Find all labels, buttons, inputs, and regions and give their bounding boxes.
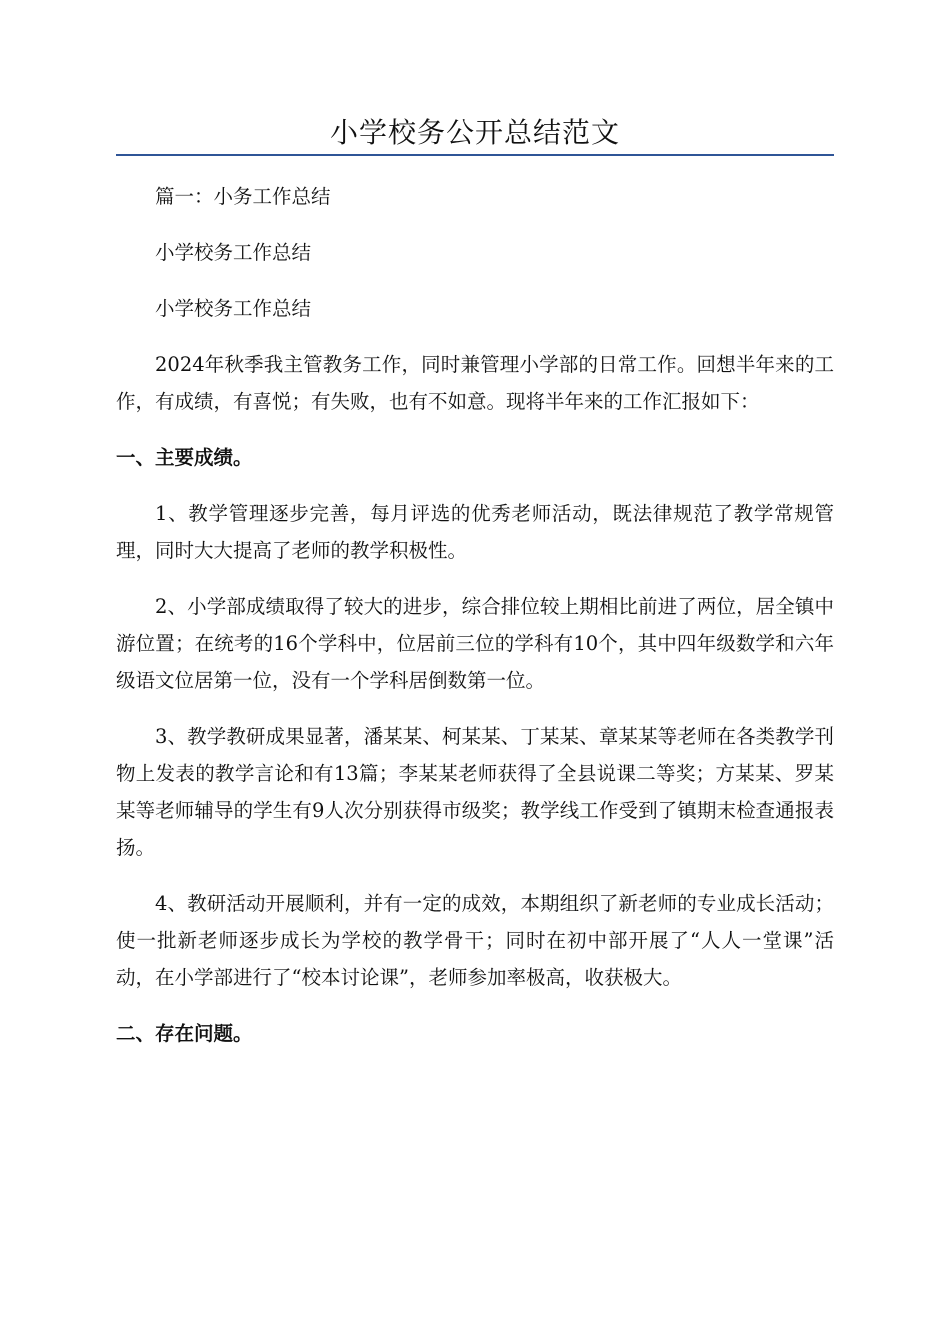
paragraph: 小学校务工作总结 (155, 241, 312, 264)
document-title: 小学校务公开总结范文 (329, 116, 620, 149)
section-heading: 二、存在问题。 (116, 1022, 253, 1045)
title-underline (116, 154, 834, 156)
paragraph: 篇一：小务工作总结 (155, 185, 331, 208)
paragraph: 2、小学部成绩取得了较大的进步，综合排位较上期相比前进了两位，居全镇中游位置；在统考的16个学科中，位居前三位的学科有10个，其中四年级数学和六年级语文位居第一位，没有一个学科居倒数第一位。 (116, 595, 834, 692)
paragraph: 3、教学教研成果显著，潘某某、柯某某、丁某某、章某某等老师在各类教学刊物上发表的教学言论和有13篇；李某某老师获得了全县说课二等奖；方某某、罗某某等老师辅导的学生有9人次分别获得市级奖；教学线工作受到了镇期末检查通报表扬。 (116, 725, 834, 859)
paragraph: 小学校务工作总结 (155, 297, 312, 320)
paragraph: 4、教研活动开展顺利，并有一定的成效，本期组织了新老师的专业成长活动；使一批新老师逐步成长为学校的教学骨干；同时在初中部开展了“人人一堂课”活动，在小学部进行了“校本讨论课”，老师参加率极高，收获极大。 (116, 892, 834, 989)
document-page (116, 0, 834, 1071)
document-body (116, 178, 834, 1052)
paragraph: 1、教学管理逐步完善，每月评选的优秀老师活动，既法律规范了教学常规管理，同时大大提高了老师的教学积极性。 (116, 502, 834, 562)
paragraph: 2024年秋季我主管教务工作，同时兼管理小学部的日常工作。回想半年来的工作，有成绩，有喜悦；有失败，也有不如意。现将半年来的工作汇报如下： (116, 353, 834, 413)
section-heading: 一、主要成绩。 (116, 446, 253, 469)
